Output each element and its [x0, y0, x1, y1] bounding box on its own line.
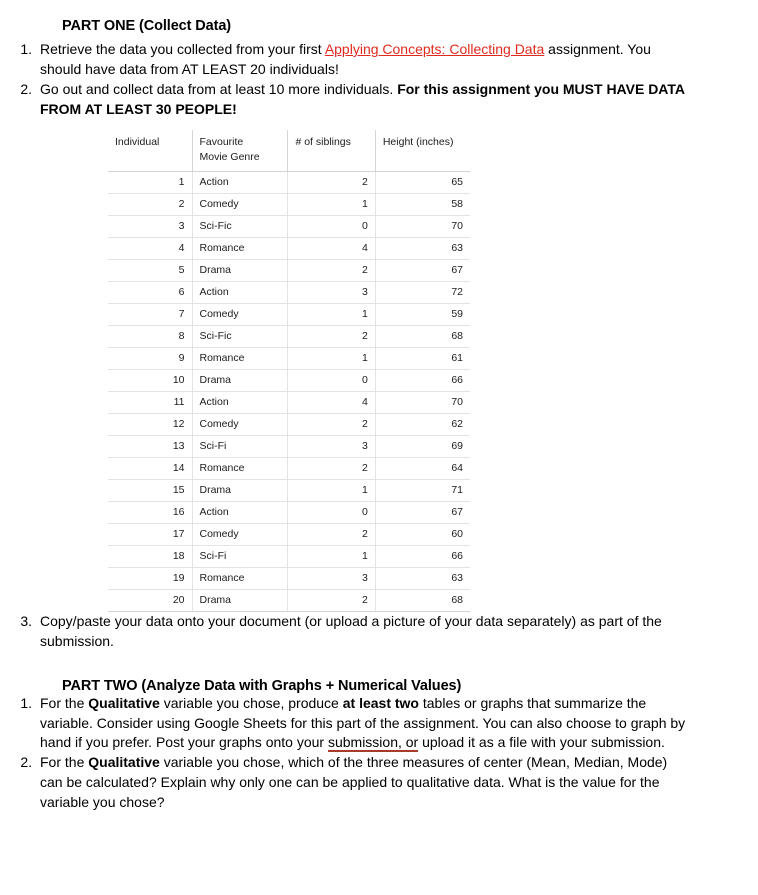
cell-genre: Romance — [192, 457, 288, 479]
part-one-heading: PART ONE (Collect Data) — [62, 18, 232, 34]
table-row — [108, 303, 470, 325]
pt2-item2-seg1: For the — [40, 754, 89, 771]
cell-siblings: 0 — [288, 501, 375, 523]
cell-individual: 16 — [108, 501, 192, 523]
table-row — [108, 281, 470, 303]
table-head — [108, 130, 470, 172]
cell-siblings: 0 — [288, 369, 375, 391]
cell-height: 66 — [375, 545, 470, 567]
column-header-individual: Individual — [108, 130, 192, 172]
list-item-2-text-plain: Go out and collect data from at least 10 more individuals. — [40, 80, 398, 97]
table-row — [108, 435, 470, 457]
cell-siblings: 2 — [288, 413, 375, 435]
cell-individual: 4 — [108, 237, 192, 259]
table-row — [108, 413, 470, 435]
table-row — [108, 391, 470, 413]
cell-genre: Comedy — [192, 523, 288, 545]
table-row — [108, 545, 470, 567]
cell-height: 68 — [375, 325, 470, 347]
cell-individual: 9 — [108, 347, 192, 369]
list-marker-3: 3. — [20, 612, 32, 629]
cell-siblings: 2 — [288, 589, 375, 611]
table-row — [108, 347, 470, 369]
cell-siblings: 2 — [288, 523, 375, 545]
list-item-part-two-1 — [0, 694, 688, 754]
cell-genre: Sci-Fi — [192, 545, 288, 567]
cell-height: 62 — [375, 413, 470, 435]
cell-siblings: 1 — [288, 347, 375, 369]
column-header-genre-line2: Movie Genre — [199, 150, 260, 163]
table-row — [108, 523, 470, 545]
cell-genre: Drama — [192, 259, 288, 281]
collected-data-table — [108, 130, 470, 612]
cell-siblings: 1 — [288, 303, 375, 325]
pt2-item1-seg4: upload it as a file with your submission. — [418, 734, 665, 751]
cell-height: 67 — [375, 501, 470, 523]
table-row — [108, 479, 470, 501]
table-row — [108, 457, 470, 479]
table-row — [108, 259, 470, 281]
list-item-3-text: Copy/paste your data onto your document (or upload a picture of your data separately) as part of the submission. — [40, 612, 662, 649]
grammar-flagged-text[interactable]: submission, or — [327, 734, 419, 751]
cell-genre: Comedy — [192, 193, 288, 215]
pt2-item1-bold2: at least two — [342, 694, 419, 711]
cell-siblings: 4 — [288, 237, 375, 259]
cell-height: 61 — [375, 347, 470, 369]
cell-height: 70 — [375, 215, 470, 237]
table-row — [108, 193, 470, 215]
column-header-genre — [192, 130, 288, 172]
column-header-siblings: # of siblings — [288, 130, 375, 172]
column-header-height: Height (inches) — [375, 130, 470, 172]
cell-height: 67 — [375, 259, 470, 281]
part-one-list-continued — [0, 612, 758, 652]
cell-genre: Action — [192, 501, 288, 523]
cell-siblings: 0 — [288, 215, 375, 237]
cell-genre: Sci-Fi — [192, 435, 288, 457]
cell-height: 58 — [375, 193, 470, 215]
table-row — [108, 325, 470, 347]
pt2-item2-seg2: variable you chose, which of the three measures of center (Mean, Median, Mode) can be calculated? Explain why only one can be applied to qualitative data. What is the value for the variable you chose? — [40, 754, 668, 811]
part-two-heading: PART TWO (Analyze Data with Graphs + Numerical Values) — [62, 677, 462, 694]
cell-genre: Sci-Fic — [192, 215, 288, 237]
pt2-item1-bold1: Qualitative — [88, 694, 160, 711]
cell-individual: 8 — [108, 325, 192, 347]
table-row — [108, 171, 470, 193]
cell-individual: 17 — [108, 523, 192, 545]
list-item-part-one-1 — [0, 40, 688, 80]
cell-individual: 2 — [108, 193, 192, 215]
cell-height: 59 — [375, 303, 470, 325]
cell-individual: 11 — [108, 391, 192, 413]
cell-individual: 5 — [108, 259, 192, 281]
data-table-container — [108, 130, 470, 612]
cell-siblings: 1 — [288, 193, 375, 215]
list-marker-2: 2. — [20, 80, 32, 97]
cell-genre: Action — [192, 391, 288, 413]
table-body — [108, 171, 470, 611]
cell-height: 64 — [375, 457, 470, 479]
table-row — [108, 567, 470, 589]
cell-height: 65 — [375, 171, 470, 193]
list-item-2-text-bold: For this assignment you MUST HAVE DATA FROM AT LEAST 30 PEOPLE! — [40, 80, 685, 117]
cell-siblings: 2 — [288, 259, 375, 281]
cell-height: 63 — [375, 567, 470, 589]
list-marker-pt2-2: 2. — [20, 754, 32, 771]
list-item-part-two-2 — [0, 753, 688, 813]
cell-individual: 10 — [108, 369, 192, 391]
cell-individual: 13 — [108, 435, 192, 457]
cell-genre: Comedy — [192, 413, 288, 435]
cell-height: 72 — [375, 281, 470, 303]
cell-siblings: 3 — [288, 567, 375, 589]
cell-height: 66 — [375, 369, 470, 391]
list-marker-1: 1. — [20, 41, 32, 57]
cell-height: 69 — [375, 435, 470, 457]
cell-height: 71 — [375, 479, 470, 501]
table-row — [108, 501, 470, 523]
pt2-item1-seg2: variable you chose, produce — [159, 694, 343, 711]
cell-individual: 12 — [108, 413, 192, 435]
cell-individual: 1 — [108, 171, 192, 193]
cell-siblings: 1 — [288, 545, 375, 567]
applying-concepts-link[interactable]: Applying Concepts: Collecting Data — [324, 41, 545, 57]
cell-height: 60 — [375, 523, 470, 545]
cell-height: 68 — [375, 589, 470, 611]
cell-siblings: 3 — [288, 281, 375, 303]
part-one-list — [0, 40, 758, 120]
list-item-part-one-3 — [0, 612, 688, 652]
cell-genre: Comedy — [192, 303, 288, 325]
pt2-item1-seg1: For the — [40, 694, 89, 711]
list-item-1-text-after-link: assignment. You should have data from AT LEAST 20 individuals! — [40, 41, 651, 77]
cell-genre: Romance — [192, 567, 288, 589]
column-header-genre-line1: Favourite — [199, 135, 244, 148]
cell-siblings: 2 — [288, 457, 375, 479]
cell-genre: Drama — [192, 479, 288, 501]
table-row — [108, 237, 470, 259]
cell-height: 70 — [375, 391, 470, 413]
cell-genre: Drama — [192, 589, 288, 611]
table-row — [108, 589, 470, 611]
pt2-item2-bold1: Qualitative — [88, 754, 160, 771]
cell-siblings: 1 — [288, 479, 375, 501]
cell-genre: Action — [192, 171, 288, 193]
list-item-part-one-2 — [0, 80, 688, 120]
cell-siblings: 2 — [288, 325, 375, 347]
cell-height: 63 — [375, 237, 470, 259]
cell-individual: 19 — [108, 567, 192, 589]
cell-genre: Romance — [192, 237, 288, 259]
cell-genre: Sci-Fic — [192, 325, 288, 347]
cell-siblings: 2 — [288, 171, 375, 193]
list-marker-pt2-1: 1. — [20, 694, 32, 711]
cell-individual: 3 — [108, 215, 192, 237]
cell-individual: 15 — [108, 479, 192, 501]
cell-individual: 14 — [108, 457, 192, 479]
cell-genre: Drama — [192, 369, 288, 391]
list-item-1-text-before-link: Retrieve the data you collected from your first — [40, 41, 325, 57]
cell-genre: Action — [192, 281, 288, 303]
table-row — [108, 369, 470, 391]
cell-individual: 20 — [108, 589, 192, 611]
table-row — [108, 215, 470, 237]
cell-individual: 6 — [108, 281, 192, 303]
cell-individual: 18 — [108, 545, 192, 567]
part-two-list — [0, 694, 758, 813]
cell-siblings: 3 — [288, 435, 375, 457]
cell-individual: 7 — [108, 303, 192, 325]
pt2-item1-seg3: tables or graphs that summarize the variable. Consider using Google Sheets for this part of the assignment. You can also choose to graph by hand if you prefer. Post your graphs onto your — [40, 694, 686, 751]
cell-genre: Romance — [192, 347, 288, 369]
cell-siblings: 4 — [288, 391, 375, 413]
table-header-row — [108, 130, 470, 172]
